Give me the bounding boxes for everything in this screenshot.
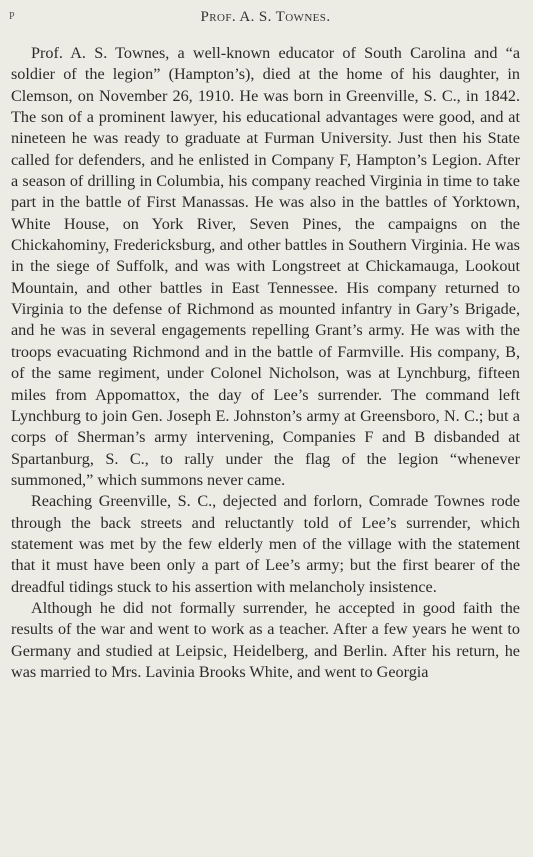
- paragraph-1: Prof. A. S. Townes, a well-known educator of South Carolina and “a soldier of the legion” (Hampton’s), died at the home of his daughter, in Clemson, on November 26, 1910. He was born in Greenville, S. C., in 1842. The son of a prominent lawyer, his educational advantages were good, and at nineteen he was ready to graduate at Furman University. Just then his State called for defenders, and he enlisted in Company F, Hampton’s Legion. After a season of drilling in Columbia, his company reached Virginia in time to take part in the battle of First Manassas. He was also in the battles of Yorktown, White House, on York River, Seven Pines, the campaigns on the Chickahominy, Fredericksburg, and other battles in Southern Virginia. He was in the siege of Suffolk, and was with Longstreet at Chickamauga, Lookout Mountain, and other battles in East Tennessee. His company returned to Virginia to the defense of Richmond as mounted infantry in Gary’s Brigade, and he was in several engagements repelling Grant’s army. He was with the troops evacuating Richmond and in the battle of Farmville. His company, B, of the same regiment, under Colonel Nicholson, was at Lynchburg, fifteen miles from Appomattox, the day of Lee’s surrender. The command left Lynchburg to join Gen. Joseph E. Johnston’s army at Greensboro, N. C.; but a corps of Sherman’s army intervening, Companies F and B disbanded at Spartanburg, S. C., to rally under the flag of the legion “whenever summoned,” which summons never came.: [11, 44, 520, 489]
- page-mark: P: [9, 11, 15, 22]
- page-header: [11, 6, 520, 28]
- paragraph-3: Although he did not formally surrender, he accepted in good faith the results of the war and went to work as a teacher. After a few years he went to Germany and studied at Leipsic, Heidelberg, and Berlin. After his return, he was married to Mrs. Lavinia Brooks White, and went to Georgia: [11, 598, 520, 681]
- running-head: Prof. A. S. Townes.: [200, 9, 331, 25]
- paragraph-2: Reaching Greenville, S. C., dejected and forlorn, Comrade Townes rode through the back streets and reluctantly told of Lee’s surrender, which statement was met by the few elderly men of the village with the statement that it must have been only a part of Lee’s army; but the first bearer of the dreadful tidings stuck to his assertion with melancholy insistence.: [11, 492, 520, 596]
- article-body: [11, 43, 520, 683]
